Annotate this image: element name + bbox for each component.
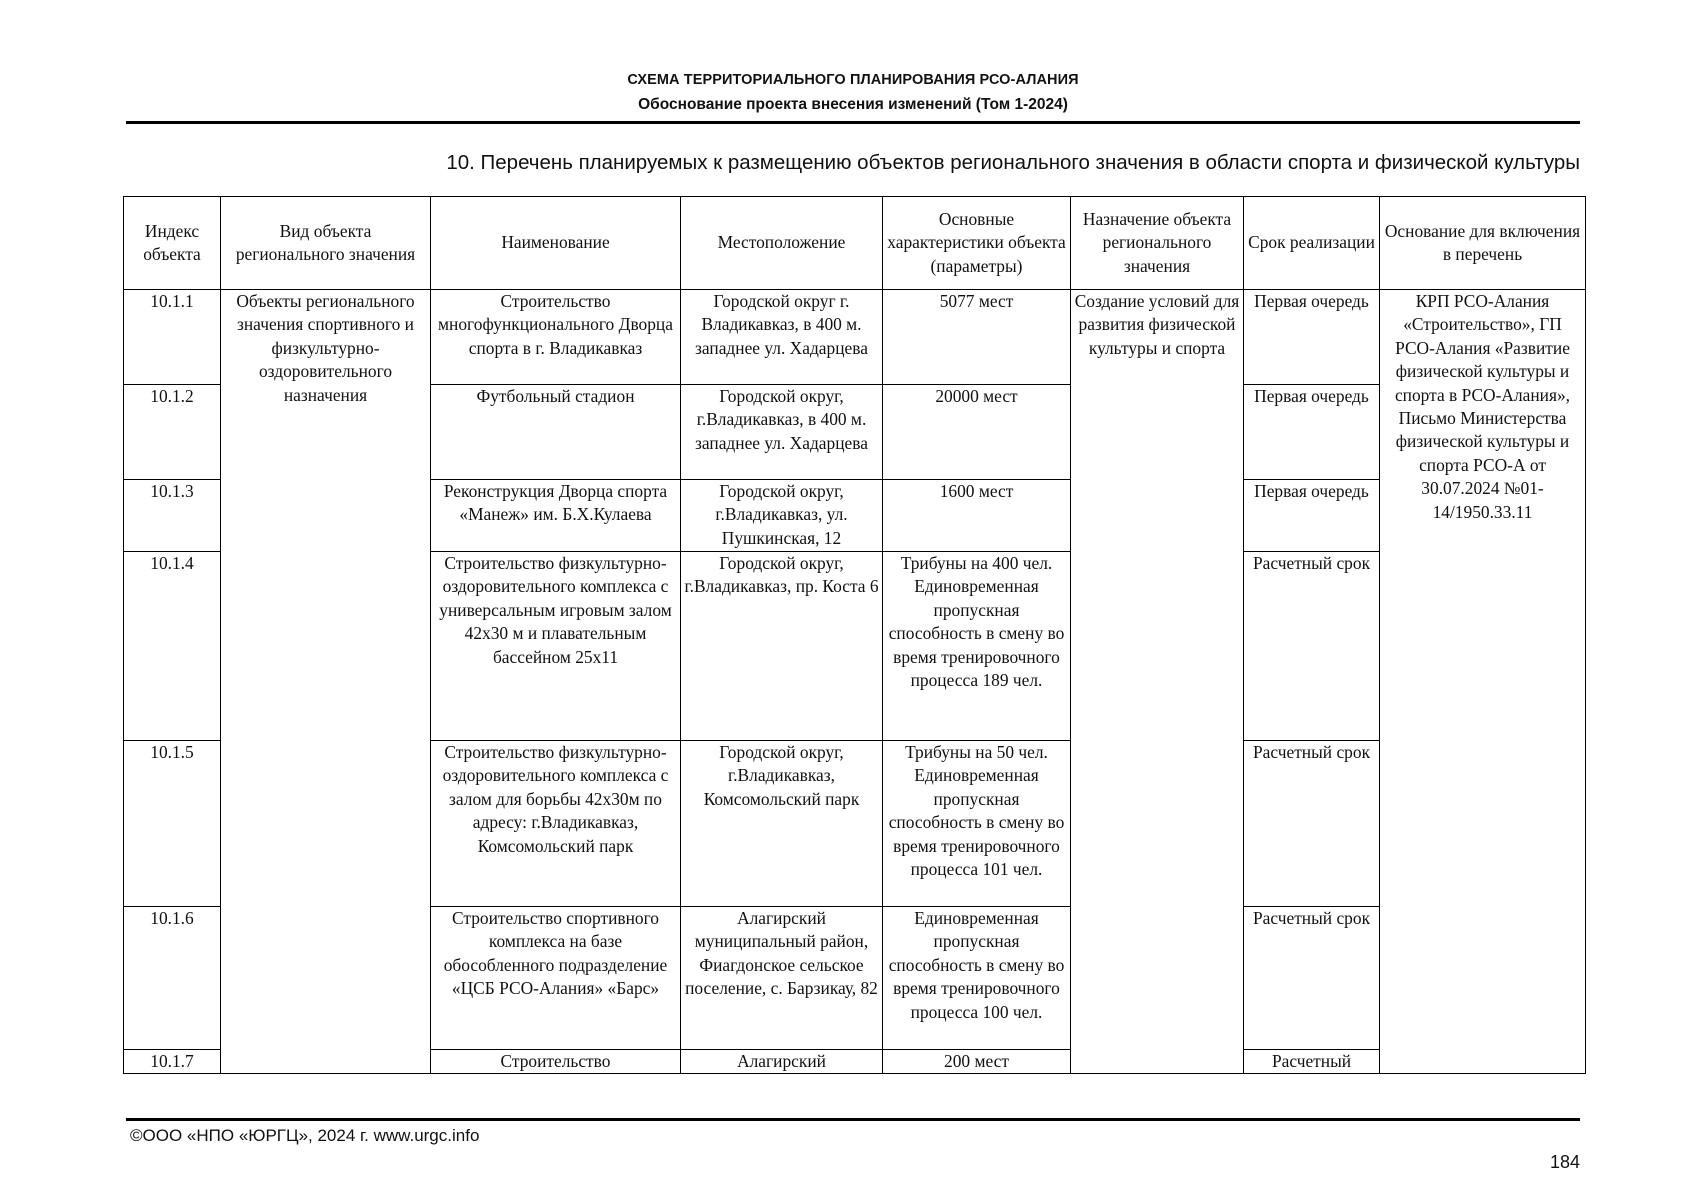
row-location: Городской округ, г.Владикавказ, в 400 м. западнее ул. Хадарцева bbox=[681, 385, 883, 480]
row-term bbox=[1244, 1050, 1380, 1074]
row-name: Строительство спортивного комплекса на базе обособленного подразделение «ЦСБ РСО-Алания» «Барс» bbox=[431, 907, 681, 1050]
column-header-name: Наименование bbox=[431, 197, 681, 290]
document-header-title: СХЕМА ТЕРРИТОРИАЛЬНОГО ПЛАНИРОВАНИЯ РСО-АЛАНИЯ bbox=[627, 72, 1079, 88]
row-name: Строительство физкультурно-оздоровительного комплекса с залом для борьбы 42х30м по адресу: г.Владикавказ, Комсомольский парк bbox=[431, 741, 681, 907]
row-term: Первая очередь bbox=[1244, 385, 1380, 480]
page-number: 184 bbox=[1549, 1152, 1580, 1172]
row-location-text: Алагирский bbox=[737, 1051, 826, 1071]
footer-copyright: ©ООО «НПО «ЮРГЦ», 2024 г. www.urgc.info bbox=[130, 1126, 480, 1145]
row-name: Реконструкция Дворца спорта «Манеж» им. Б.Х.Кулаева bbox=[431, 480, 681, 552]
section-title: 10. Перечень планируемых к размещению объектов регионального значения в области спорта и физической культуры bbox=[446, 151, 1580, 174]
row-parameters: 20000 мест bbox=[883, 385, 1071, 480]
row-term: Первая очередь bbox=[1244, 290, 1380, 385]
row-parameters: 5077 мест bbox=[883, 290, 1071, 385]
row-location: Алагирский муниципальный район, Фиагдонское сельское поселение, с. Барзикау, 82 bbox=[681, 907, 883, 1050]
basis-cell: КРП РСО-Алания «Строительство», ГП РСО-Алания «Развитие физической культуры и спорта в РСО-Алания», Письмо Министерства физической культуры и спорта РСО-А от 30.07.2024 №01-14/1950.33.11 bbox=[1380, 290, 1586, 1074]
row-index: 10.1.4 bbox=[124, 552, 221, 741]
row-location: Городской округ, г.Владикавказ, Комсомольский парк bbox=[681, 741, 883, 907]
row-index: 10.1.2 bbox=[124, 385, 221, 480]
row-name: Футбольный стадион bbox=[431, 385, 681, 480]
row-name bbox=[431, 1050, 681, 1074]
row-parameters bbox=[883, 1050, 1071, 1074]
row-term: Расчетный срок bbox=[1244, 907, 1380, 1050]
row-parameters: Единовременная пропускная способность в смену во время тренировочного процесса 100 чел. bbox=[883, 907, 1071, 1050]
footer-divider bbox=[126, 1118, 1580, 1121]
objects-table bbox=[123, 196, 1586, 1074]
row-location bbox=[681, 1050, 883, 1074]
column-header-purpose: Назначение объекта регионального значения bbox=[1071, 197, 1244, 290]
row-index: 10.1.6 bbox=[124, 907, 221, 1050]
row-name: Строительство физкультурно-оздоровительного комплекса с универсальным игровым залом 42х30 м и плавательным бассейном 25х11 bbox=[431, 552, 681, 741]
column-header-basis: Основание для включения в перечень bbox=[1380, 197, 1586, 290]
row-index: 10.1.1 bbox=[124, 290, 221, 385]
row-index: 10.1.7 bbox=[124, 1050, 221, 1074]
column-header-location: Местоположение bbox=[681, 197, 883, 290]
row-index: 10.1.5 bbox=[124, 741, 221, 907]
document-header-subtitle: Обоснование проекта внесения изменений (Том 1-2024) bbox=[638, 96, 1068, 113]
row-term: Расчетный срок bbox=[1244, 741, 1380, 907]
row-parameters: Трибуны на 400 чел. Единовременная пропускная способность в смену во время тренировочного процесса 189 чел. bbox=[883, 552, 1071, 741]
table-header-row bbox=[124, 197, 1586, 290]
column-header-index: Индекс объекта bbox=[124, 197, 221, 290]
purpose-cell: Создание условий для развития физической культуры и спорта bbox=[1071, 290, 1244, 1074]
row-location: Городской округ, г.Владикавказ, пр. Коста 6 bbox=[681, 552, 883, 741]
row-term: Расчетный срок bbox=[1244, 552, 1380, 741]
column-header-term: Срок реализации bbox=[1244, 197, 1380, 290]
column-header-type: Вид объекта регионального значения bbox=[221, 197, 431, 290]
table-row bbox=[124, 290, 1586, 385]
row-parameters: Трибуны на 50 чел. Единовременная пропускная способность в смену во время тренировочного процесса 101 чел. bbox=[883, 741, 1071, 907]
object-type-cell: Объекты регионального значения спортивного и физкультурно-оздоровительного назначения bbox=[221, 290, 431, 1074]
row-name: Строительство многофункционального Дворца спорта в г. Владикавказ bbox=[431, 290, 681, 385]
row-name-text: Строительство bbox=[500, 1051, 611, 1071]
row-index: 10.1.3 bbox=[124, 480, 221, 552]
header-divider bbox=[126, 121, 1580, 124]
row-parameters: 1600 мест bbox=[883, 480, 1071, 552]
column-header-parameters: Основные характеристики объекта (параметры) bbox=[883, 197, 1071, 290]
row-parameters-text: 200 мест bbox=[944, 1051, 1009, 1071]
row-term: Первая очередь bbox=[1244, 480, 1380, 552]
row-location: Городской округ г. Владикавказ, в 400 м. западнее ул. Хадарцева bbox=[681, 290, 883, 385]
row-location: Городской округ, г.Владикавказ, ул. Пушкинская, 12 bbox=[681, 480, 883, 552]
row-term-text: Расчетный bbox=[1271, 1051, 1352, 1071]
